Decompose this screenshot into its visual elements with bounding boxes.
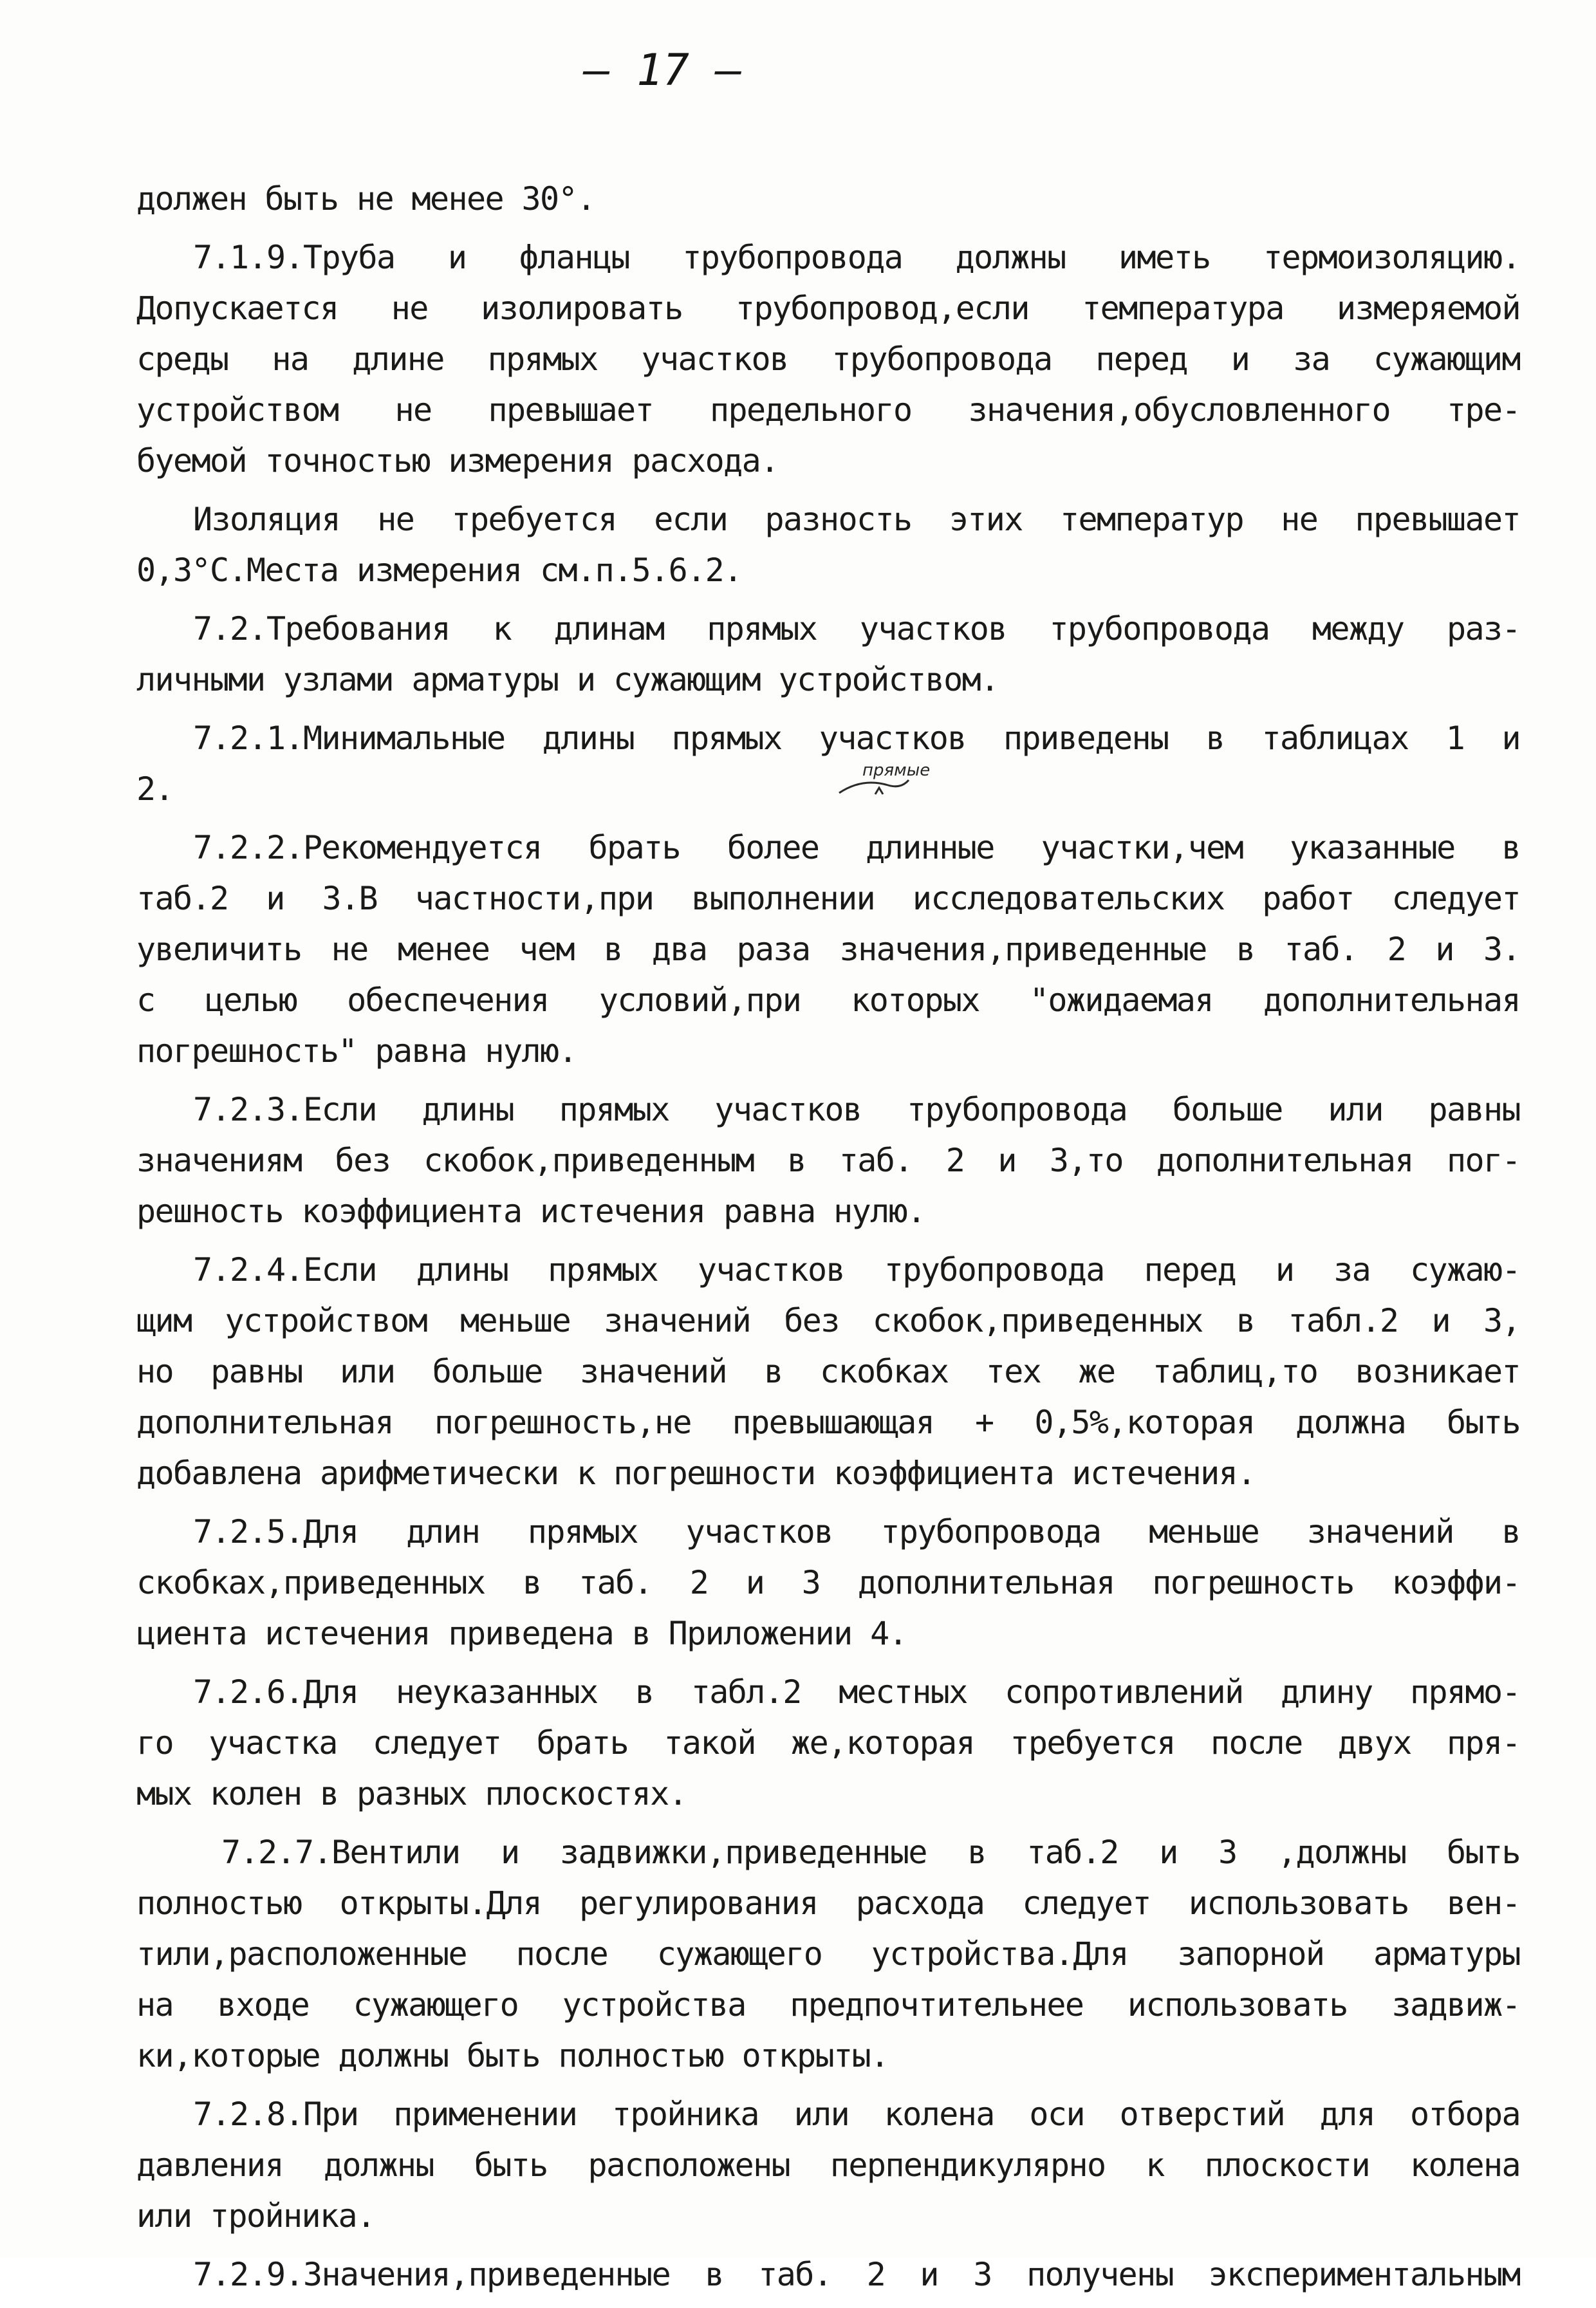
text-line: должен быть не менее 30°. [136,180,595,218]
text-line: погрешность" равна нулю. [136,1032,577,1070]
text-line: 7.2.Требования к длинам прямых участков трубопровода между раз- [193,610,1520,647]
paragraph [136,1084,1520,1237]
text-line: увеличить не менее чем в два раза значения,приведенные в таб. 2 и 3. [136,931,1520,968]
paragraph [136,604,1520,705]
text-line: устройством не превышает предельного значения,обусловленного тре- [136,391,1520,429]
text-line: 7.1.9.Труба и фланцы трубопровода должны иметь термоизоляцию. [193,239,1520,276]
text-line: мых колен в разных плоскостях. [136,1775,687,1812]
paragraph [136,2249,1520,2300]
paragraph [136,2089,1520,2242]
text-line: или тройника. [136,2197,375,2235]
text-line: циента истечения приведена в Приложении 4. [136,1615,907,1652]
text-line: 7.2.9.Значения,приведенные в таб. 2 и 3 получены экспериментальным [193,2256,1520,2293]
text-line: значениям без скобок,приведенным в таб. 2 и 3,то дополнительная пог- [136,1142,1520,1179]
text-line: скобках,приведенных в таб. 2 и 3 дополнительная погрешность коэффи- [136,1564,1520,1601]
text-line: 7.2.8.При применении тройника или колена оси отверстий для отбора [193,2096,1520,2133]
paragraph [136,494,1520,596]
text-line: Допускается не изолировать трубопровод,если температура измеряемой [136,290,1520,327]
paragraph [136,1245,1520,1499]
text-line: 7.2.2.Рекомендуется брать более длинные участки,чем указанные в [193,829,1520,866]
text-line: давления должны быть расположены перпендикулярно к плоскости колена [136,2146,1520,2184]
text-line: полностью открыты.Для регулирования расхода следует использовать вен- [136,1885,1520,1922]
paragraph [136,1507,1520,1659]
text-line: решность коэффициента истечения равна нулю. [136,1193,925,1230]
text-line: го участка следует брать такой же,которая требуется после двух пря- [136,1724,1520,1762]
text-line: ки,которые должны быть полностью открыты. [136,2037,889,2074]
paragraph [136,823,1520,1077]
text-line: дополнительная погрешность,не превышающая + 0,5%,которая должна быть [136,1404,1520,1441]
paragraph [136,232,1520,487]
text-line: с целью обеспечения условий,при которых "ожидаемая дополнительная [136,982,1520,1019]
text-line: личными узлами арматуры и сужающим устройством. [136,661,999,698]
text-line: 0,3°С.Места измерения см.п.5.6.2. [136,552,742,589]
text-line: среды на длине прямых участков трубопровода перед и за сужающим [136,340,1520,378]
text-line: на входе сужающего устройства предпочтительнее использовать задвиж- [136,1986,1520,2024]
text-line: 7.2.1.Минимальные длины прямых участков приведены в таблицах 1 и [193,720,1520,757]
paragraph [136,174,1520,225]
text-line: таб.2 и 3.В частности,при выполнении исследовательских работ следует [136,880,1520,917]
text-line: 7.2.3.Если длины прямых участков трубопровода больше или равны [193,1091,1520,1128]
text-line: щим устройством меньше значений без скобок,приведенных в табл.2 и 3, [136,1302,1520,1339]
paragraph [136,1667,1520,1819]
handwritten-note: прямые [862,761,931,780]
text-line: 2. [136,770,174,808]
text-line: 7.2.6.Для неуказанных в табл.2 местных сопротивлений длину прямо- [193,1673,1520,1711]
document-body [136,174,1520,2308]
paragraph [136,1827,1520,2081]
text-line: тили,расположенные после сужающего устройства.Для запорной арматуры [136,1935,1520,1973]
text-line: но равны или больше значений в скобках тех же таблиц,то возникает [136,1353,1520,1390]
text-line: Изоляция не требуется если разность этих температур не превышает [193,501,1520,538]
text-line: 7.2.5.Для длин прямых участков трубопровода меньше значений в [193,1513,1520,1550]
text-line: буемой точностью измерения расхода. [136,442,779,479]
text-line: 7.2.4.Если длины прямых участков трубопровода перед и за сужаю- [193,1251,1520,1289]
paragraph [136,713,1520,815]
page-number: – 17 – [584,45,742,96]
text-line: 7.2.7.Вентили и задвижки,приведенные в таб.2 и 3 ,должны быть [221,1834,1520,1871]
text-line: добавлена арифметически к погрешности коэффициента истечения. [136,1455,1256,1492]
